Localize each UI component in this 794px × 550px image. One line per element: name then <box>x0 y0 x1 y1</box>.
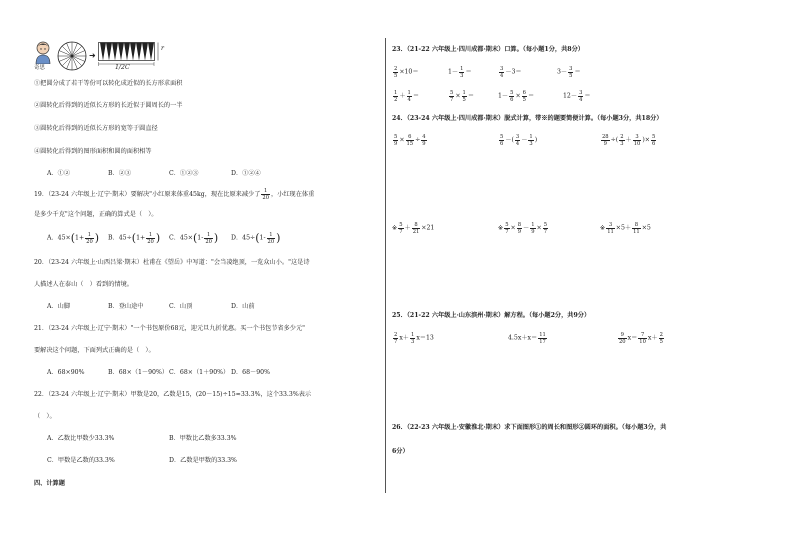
q19-choice-c[interactable]: C．45×(1- $\frac{1}{20}$ ) <box>169 231 219 245</box>
q24-item-5: ※ $\frac{5}{7}$ × $\frac{8}{9}$ － $\frac{1}{9}$ × $\frac{5}{7}$ <box>498 222 547 235</box>
q24-item-2: $\frac{5}{6}$ －( $\frac{3}{4}$ － $\frac{1}{3}$ ) <box>500 134 538 147</box>
q20-choice-d[interactable]: D．山前 <box>231 303 255 310</box>
q18-choice-a[interactable]: A．①② <box>47 170 71 177</box>
q24-item-3: $\frac{28}{9}$ ÷( $\frac{2}{3}$ ＋ $\frac{3}{10}$ )× $\frac{5}{6}$ <box>602 134 656 147</box>
arrow-right-icon: ➜ <box>89 51 96 60</box>
q25-eq-1: $\frac{2}{7}$ x＋ $\frac{1}{3}$ x＝13 <box>394 332 434 345</box>
q23-item-2: 1－ $\frac{1}{3}$ ＝ <box>448 66 472 79</box>
q23-item-8: 12－ $\frac{3}{4}$ ＝ <box>563 90 591 103</box>
q19-stem-line1: 19．（23-24 六年级上·辽宁·期末）要解决"小红原来体重45kg，现在比原来减少了 $\frac{1}{20}$ ，小红现在体重 <box>34 188 315 201</box>
column-divider <box>385 38 386 493</box>
q23-item-3: $\frac{3}{4}$ －3＝ <box>500 66 522 79</box>
q18-option-1: ①把圆分成了若干等份可以转化成近似的长方形求面积 <box>34 80 183 87</box>
q23-item-1: $\frac{2}{5}$ ×10＝ <box>394 66 419 79</box>
q23-item-6: $\frac{5}{7}$ × $\frac{1}{5}$ ＝ <box>450 90 474 103</box>
q24-title: 24．（23-24 六年级上·四川成都·期末）脱式计算，带※的题要简便计算。（每小题3分，共18分） <box>392 115 663 122</box>
q23-item-5: $\frac{1}{2}$ ＋ $\frac{1}{4}$ ＝ <box>394 90 419 103</box>
q23-item-7: 1－ $\frac{5}{6}$ × $\frac{6}{5}$ ＝ <box>498 90 535 103</box>
q22-stem-line2: （ ）。 <box>34 413 56 420</box>
sectored-circle-icon <box>56 40 88 72</box>
person-caption: 奇思 <box>34 65 46 71</box>
q21-stem-line1: 21．（23-24 六年级上·辽宁·期末）"一个书包原价68元，迎元旦九折优惠。买一个书包节省多少元" <box>34 325 306 332</box>
q20-choice-b[interactable]: B．登山途中 <box>108 303 144 310</box>
person-avatar-icon <box>33 40 53 64</box>
q18-choice-c[interactable]: C．①②③ <box>169 170 199 177</box>
q24-item-1: $\frac{5}{9}$ × $\frac{6}{15}$ ÷ $\frac{4}{9}$ <box>394 134 426 147</box>
q23-title: 23．（21-22 六年级上·四川成都·期末）口算。（每小题1分，共8分） <box>392 46 584 53</box>
section-4-title: 四、计算题 <box>34 480 65 487</box>
q19-stem-line2: 是多少千克"这个问题，正确的算式是（ ）。 <box>34 211 158 218</box>
q21-stem-line2: 要解决这个问题，下面列式正确的是（ ）。 <box>34 347 155 354</box>
q20-stem-line1: 20．（23-24 六年级上·山西吕梁·期末）杜甫在《望岳》中写道："会当凌绝顶，一览众山小。"这是诗 <box>34 259 310 266</box>
length-label: 1/2C <box>115 64 130 71</box>
width-label: r <box>161 45 164 52</box>
q26-stem-line2: 6分） <box>392 448 409 455</box>
q20-stem-line2: 人描述人在泰山（ ）看到的情境。 <box>34 281 133 288</box>
parallelogram-strip-icon <box>98 42 164 72</box>
q19-choice-d[interactable]: D．45÷(1- $\frac{1}{20}$ ) <box>231 231 281 245</box>
q25-title: 25．（21-22 六年级上·山东滨州·期末）解方程。（每小题2分，共9分） <box>392 312 591 319</box>
q18-option-2: ②圆转化后得到的近似长方形的长近似于圆周长的一半 <box>34 102 183 109</box>
q21-choice-d[interactable]: D．68－90% <box>231 369 270 376</box>
q21-choice-b[interactable]: B．68×（1－90%） <box>108 369 169 376</box>
q18-choice-b[interactable]: B．②③ <box>108 170 132 177</box>
q20-choice-a[interactable]: A．山脚 <box>47 303 71 310</box>
q22-choice-a[interactable]: A．乙数比甲数少33.3% <box>47 435 115 442</box>
q22-choice-b[interactable]: B．甲数比乙数多33.3% <box>169 435 237 442</box>
q22-stem-line1: 22．（23-24 六年级上·辽宁·期末）甲数是20，乙数是15，(20－15)÷15≈33.3%，这个33.3%表示 <box>34 391 312 398</box>
q19-choice-b[interactable]: B．45÷(1+ $\frac{1}{20}$ ) <box>108 231 161 245</box>
q21-choice-a[interactable]: A．68×90% <box>47 369 85 376</box>
q22-choice-d[interactable]: D．乙数是甲数的33.3% <box>169 457 237 464</box>
q24-item-4: ※ $\frac{5}{7}$ ＋ $\frac{8}{21}$ ×21 <box>392 222 435 235</box>
q21-choice-c[interactable]: C．68×（1＋90%） <box>169 369 230 376</box>
q25-eq-3: $\frac{9}{20}$ x＝ $\frac{7}{10}$ x＋ $\frac{2}{5}$ <box>619 332 663 345</box>
q20-choice-c[interactable]: C．山顶 <box>169 303 193 310</box>
q26-stem-line1: 26．（22-23 六年级上·安徽淮北·期末）求下面图形①的周长和图形②圆环的面积。（每小题3分，共 <box>392 424 667 431</box>
q22-choice-c[interactable]: C．甲数是乙数的33.3% <box>47 457 115 464</box>
q19-choice-a[interactable]: A．45×(1+ $\frac{1}{20}$ ) <box>47 231 100 245</box>
q23-item-4: 3－ $\frac{3}{5}$ ＝ <box>557 66 581 79</box>
q25-eq-2: 4.5x＋x＝ $\frac{11}{17}$ <box>508 332 546 345</box>
q18-option-3: ③圆转化后得到的近似长方形的宽等于圆直径 <box>34 125 158 132</box>
q24-item-6: ※ $\frac{3}{11}$ ×5＋ $\frac{8}{11}$ ×5 <box>600 222 651 235</box>
q18-choice-d[interactable]: D．①②④ <box>231 170 261 177</box>
q18-option-4: ④圆转化后得到的图形面积和圆的面积相等 <box>34 148 152 155</box>
